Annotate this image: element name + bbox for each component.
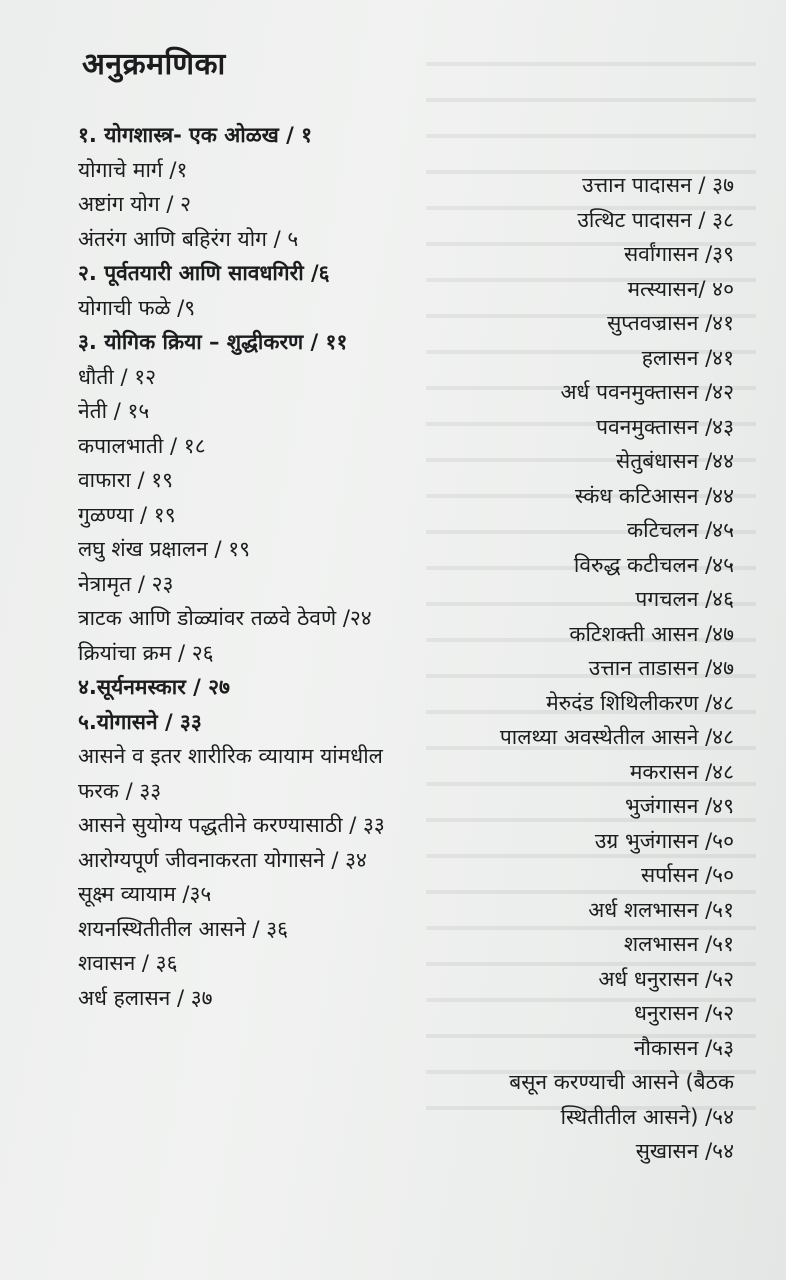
contents-entry: धनुरासन /५२: [633, 1001, 734, 1025]
contents-entry: अर्ध शलभासन /५१: [588, 897, 734, 922]
contents-entry: उत्थिट पादासन / ३८: [577, 207, 734, 232]
contents-entry: नेती / १५: [78, 399, 150, 423]
contents-entry: आसने व इतर शारीरिक व्यायाम यांमधील फरक / ३३: [78, 744, 383, 803]
contents-entry: नौकासन /५३: [633, 1035, 734, 1060]
contents-entry: क्रियांचा क्रम / २६: [78, 640, 214, 665]
contents-entry: उत्तान पादासन / ३७: [582, 173, 734, 197]
contents-entry: बसून करण्याची आसने (बैठक स्थितीतील आसने) /५४: [509, 1070, 734, 1129]
contents-entry: योगाचे मार्ग /१: [78, 157, 188, 182]
contents-right-column: [314, 168, 734, 1169]
contents-entry: कपालभाती / १८: [78, 433, 206, 458]
contents-entry: पालथ्या अवस्थेतील आसने /४८: [499, 725, 734, 749]
contents-entry: अंतरंग आणि बहिरंग योग / ५: [78, 226, 299, 251]
chapter-heading: ५.योगासने / ३३: [78, 709, 202, 734]
contents-entry: मकरासन /४८: [629, 759, 734, 784]
contents-entry: अर्ध धनुरासन /५२: [598, 966, 734, 991]
contents-entry: पगचलन /४६: [635, 587, 734, 611]
contents-entry: त्राटक आणि डोळ्यांवर तळवे ठेवणे /२४: [78, 606, 372, 630]
contents-entry: आरोग्यपूर्ण जीवनाकरता योगासने / ३४: [78, 847, 367, 872]
contents-entry: उत्तान ताडासन /४७: [588, 656, 734, 680]
contents-entry: विरुद्ध कटीचलन /४५: [573, 552, 734, 577]
page-title: अनुक्रमणिका: [82, 47, 226, 82]
chapter-heading: १. योगशास्त्र- एक ओळख / १: [78, 123, 313, 147]
contents-entry: स्कंध कटिआसन /४४: [575, 483, 734, 508]
contents-entry: शयनस्थितीतील आसने / ३६: [78, 916, 289, 941]
contents-entry: भुजंगासन /४९: [624, 794, 734, 818]
contents-entry: योगाची फळे /९: [78, 295, 196, 320]
chapter-heading: २. पूर्वतयारी आणि सावधगिरी /६: [78, 261, 330, 285]
contents-entry: अर्ध हलासन / ३७: [78, 985, 213, 1010]
contents-entry: कटिचलन /४५: [627, 518, 734, 542]
contents-entry: सूक्ष्म व्यायाम /३५: [78, 882, 212, 906]
contents-entry: कटिशक्ती आसन /४७: [569, 621, 734, 646]
contents-entry: सुप्तवज्रासन /४१: [607, 311, 734, 335]
contents-entry: शलभासन /५१: [623, 932, 734, 956]
chapter-heading: ३. योगिक क्रिया – शुद्धीकरण / ११: [78, 330, 348, 354]
contents-entry: सुखासन /५४: [635, 1139, 734, 1163]
contents-entry: सेतुबंधासन /४४: [616, 449, 734, 473]
contents-entry: हलासन /४१: [641, 345, 734, 370]
contents-entry: नेत्रामृत / २३: [78, 571, 174, 596]
contents-entry: अर्ध पवनमुक्तासन /४२: [560, 380, 734, 404]
contents-entry: शवासन / ३६: [78, 951, 178, 975]
contents-entry: आसने सुयोग्य पद्धतीने करण्यासाठी / ३३: [78, 813, 385, 837]
contents-entry: अष्टांग योग / २: [78, 192, 192, 216]
contents-entry: सर्वांगासन /३९: [623, 242, 734, 266]
chapter-heading: ४.सूर्यनमस्कार / २७: [78, 675, 230, 699]
contents-entry: उग्र भुजंगासन /५०: [594, 828, 734, 853]
contents-entry: वाफारा / १९: [78, 468, 174, 492]
contents-entry: लघु शंख प्रक्षालन / १९: [78, 537, 251, 561]
contents-entry: पवनमुक्तासन /४३: [596, 414, 734, 439]
contents-entry: मेरुदंड शिथिलीकरण /४८: [546, 690, 734, 715]
contents-entry: गुळण्या / १९: [78, 502, 176, 527]
contents-entry: धौती / १२: [78, 364, 157, 389]
contents-entry: मत्स्यासन/ ४०: [627, 276, 734, 301]
contents-entry: सर्पासन /५०: [640, 863, 734, 887]
